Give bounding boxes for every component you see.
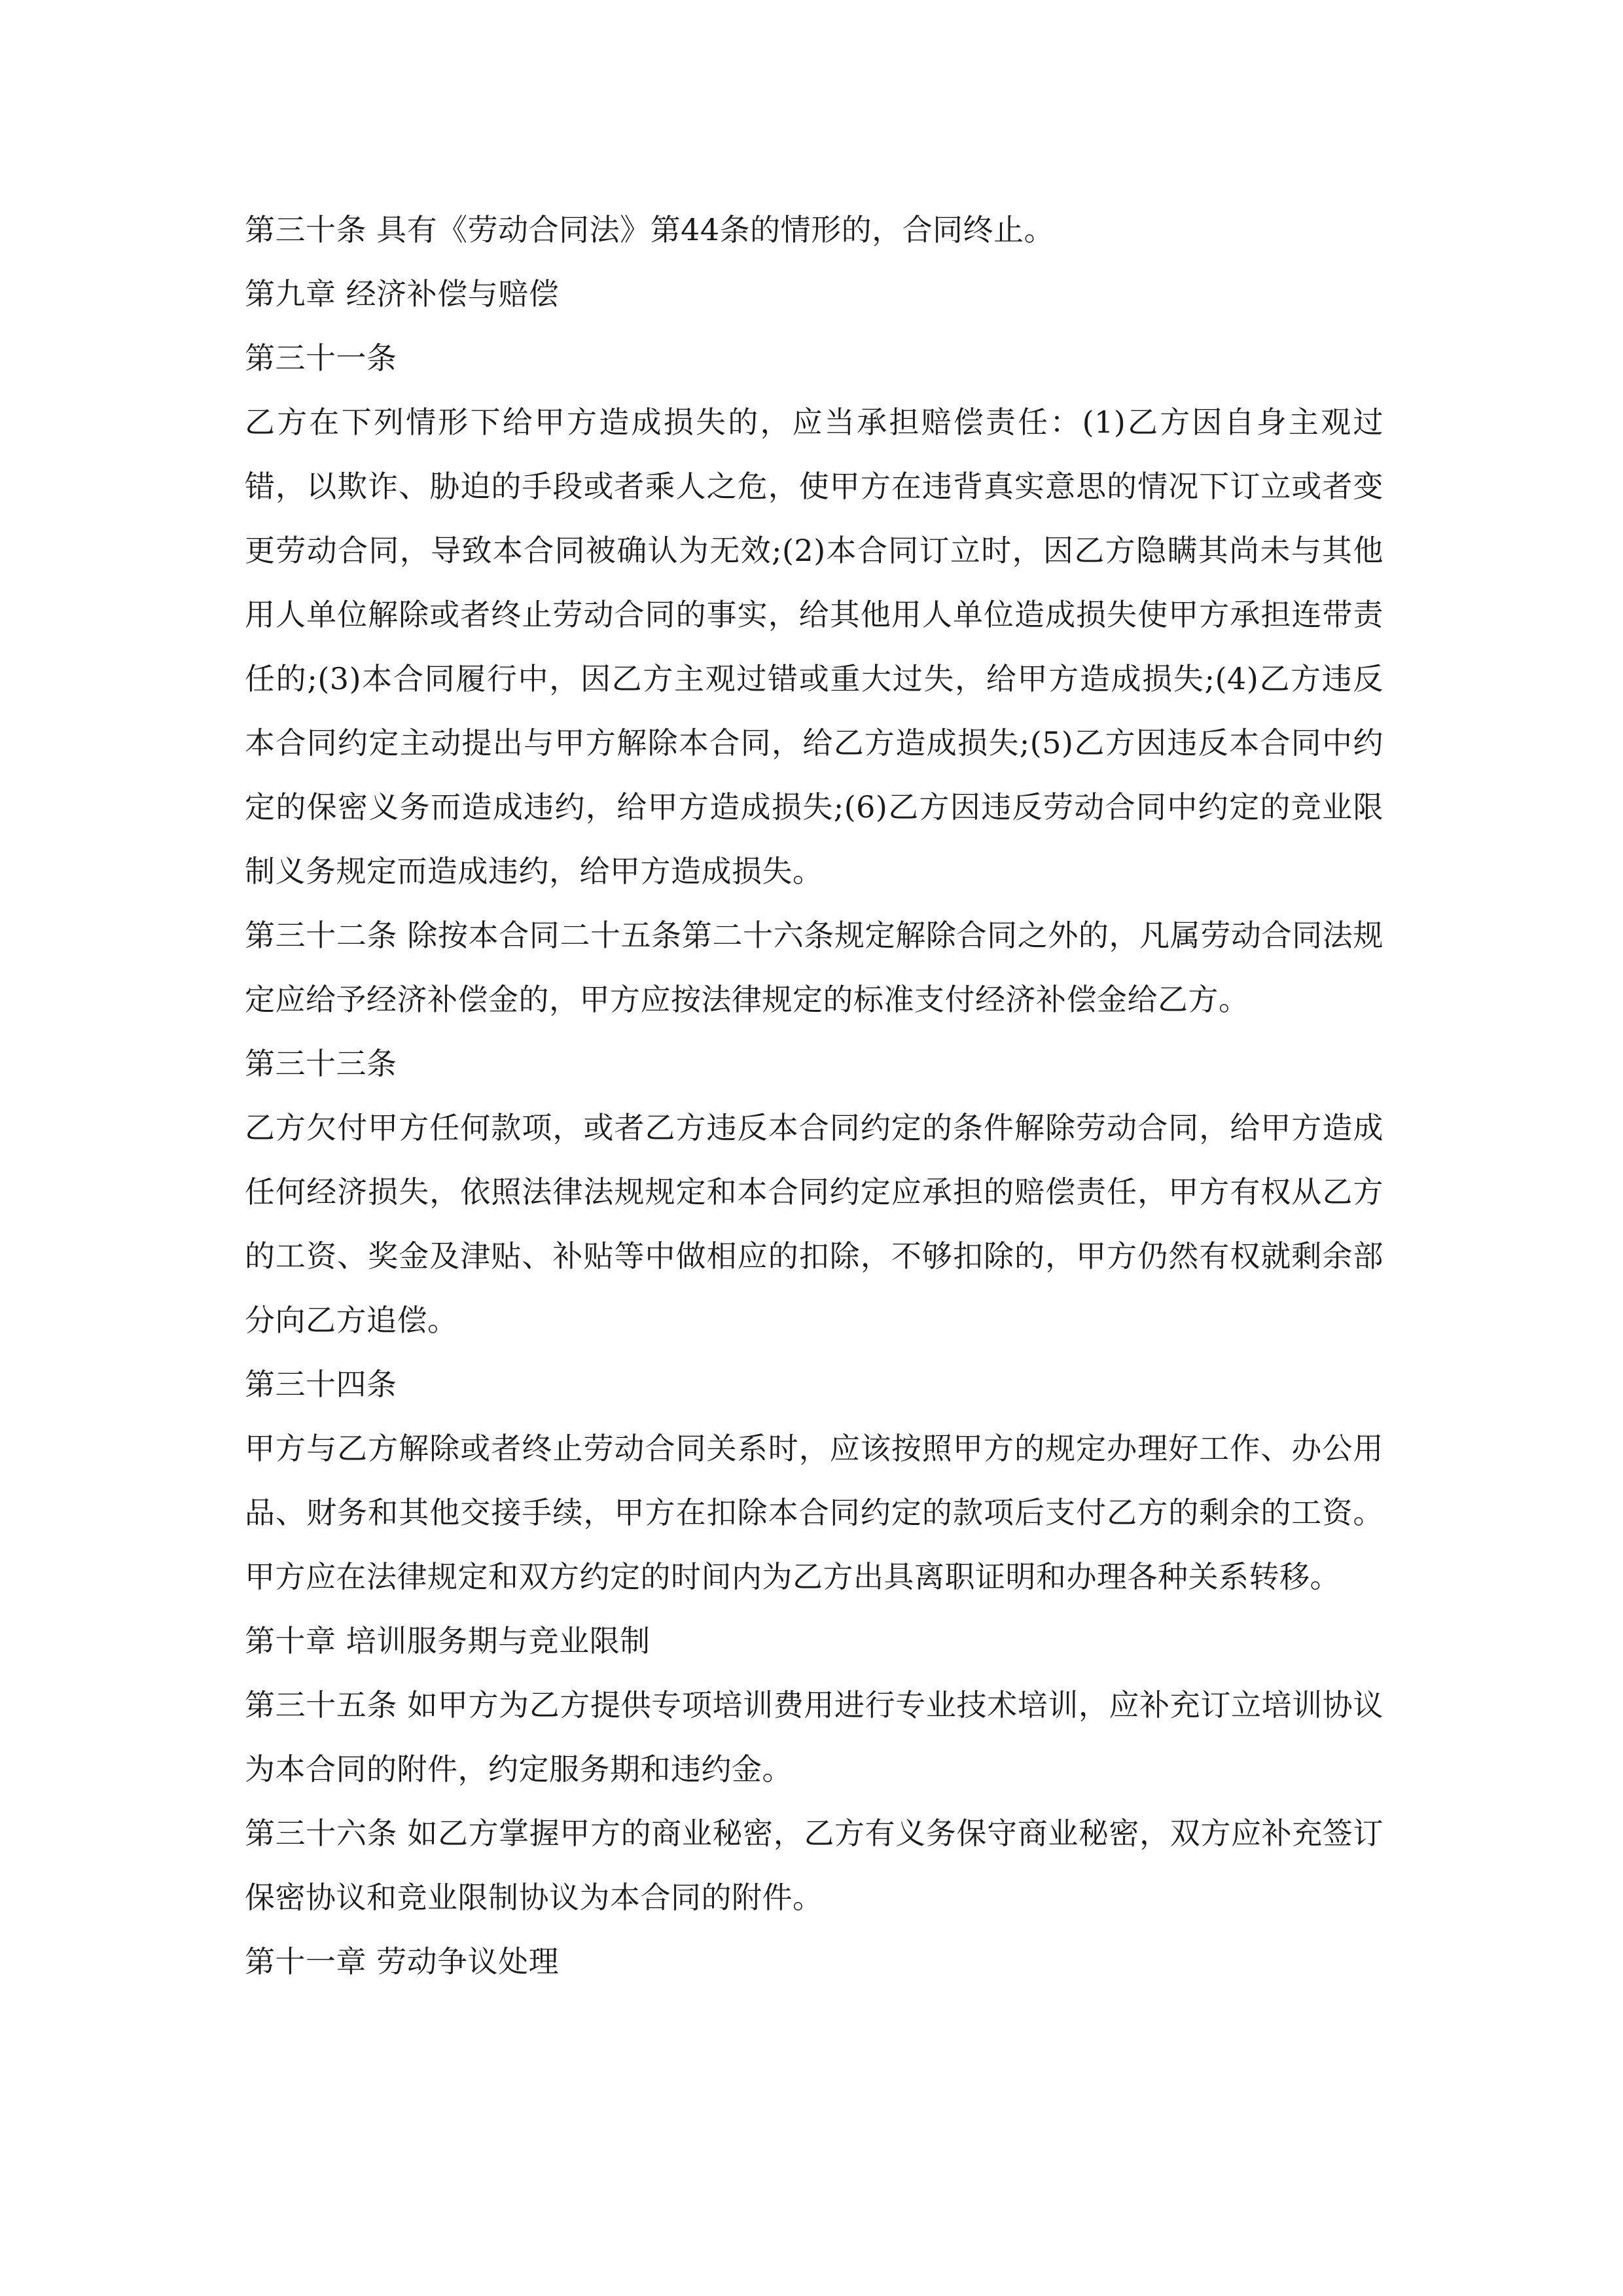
article-33-heading: 第三十三条 <box>245 1046 397 1081</box>
article-35: 第三十五条 如甲方为乙方提供专项培训费用进行专业技术培训，应补充订立培训协议为本合同的附件，约定服务期和违约金。 <box>245 1687 1383 1787</box>
article-34-heading: 第三十四条 <box>245 1367 397 1402</box>
article-36: 第三十六条 如乙方掌握甲方的商业秘密，乙方有义务保守商业秘密，双方应补充签订保密协议和竞业限制协议为本合同的附件。 <box>245 1816 1383 1915</box>
article-31-heading: 第三十一条 <box>245 340 397 376</box>
chapter-9-heading: 第九章 经济补偿与赔偿 <box>245 276 560 312</box>
chapter-11-heading: 第十一章 劳动争议处理 <box>245 1944 560 1979</box>
chapter-10-heading: 第十章 培训服务期与竞业限制 <box>245 1623 651 1659</box>
article-32: 第三十二条 除按本合同二十五条第二十六条规定解除合同之外的，凡属劳动合同法规定应给予经济补偿金的，甲方应按法律规定的标准支付经济补偿金给乙方。 <box>245 918 1383 1017</box>
document-body <box>245 198 1383 1994</box>
article-34-body: 甲方与乙方解除或者终止劳动合同关系时，应该按照甲方的规定办理好工作、办公用品、财务和其他交接手续，甲方在扣除本合同约定的款项后支付乙方的剩余的工资。甲方应在法律规定和双方约定的时间内为乙方出具离职证明和办理各种关系转移。 <box>245 1431 1383 1594</box>
article-30: 第三十条 具有《劳动合同法》第44条的情形的，合同终止。 <box>245 212 1055 247</box>
article-33-body: 乙方欠付甲方任何款项，或者乙方违反本合同约定的条件解除劳动合同，给甲方造成任何经济损失，依照法律法规规定和本合同约定应承担的赔偿责任，甲方有权从乙方的工资、奖金及津贴、补贴等中做相应的扣除，不够扣除的，甲方仍然有权就剩余部分向乙方追偿。 <box>245 1110 1383 1338</box>
article-31-body: 乙方在下列情形下给甲方造成损失的，应当承担赔偿责任：(1)乙方因自身主观过错，以欺诈、胁迫的手段或者乘人之危，使甲方在违背真实意思的情况下订立或者变更劳动合同，导致本合同被确认为无效;(2)本合同订立时，因乙方隐瞒其尚未与其他用人单位解除或者终止劳动合同的事实，给其他用人单位造成损失使甲方承担连带责任的;(3)本合同履行中，因乙方主观过错或重大过失，给甲方造成损失;(4)乙方违反本合同约定主动提出与甲方解除本合同，给乙方造成损失;(5)乙方因违反本合同中约定的保密义务而造成违约，给甲方造成损失;(6)乙方因违反劳动合同中约定的竞业限制义务规定而造成违约，给甲方造成损失。 <box>245 404 1383 889</box>
